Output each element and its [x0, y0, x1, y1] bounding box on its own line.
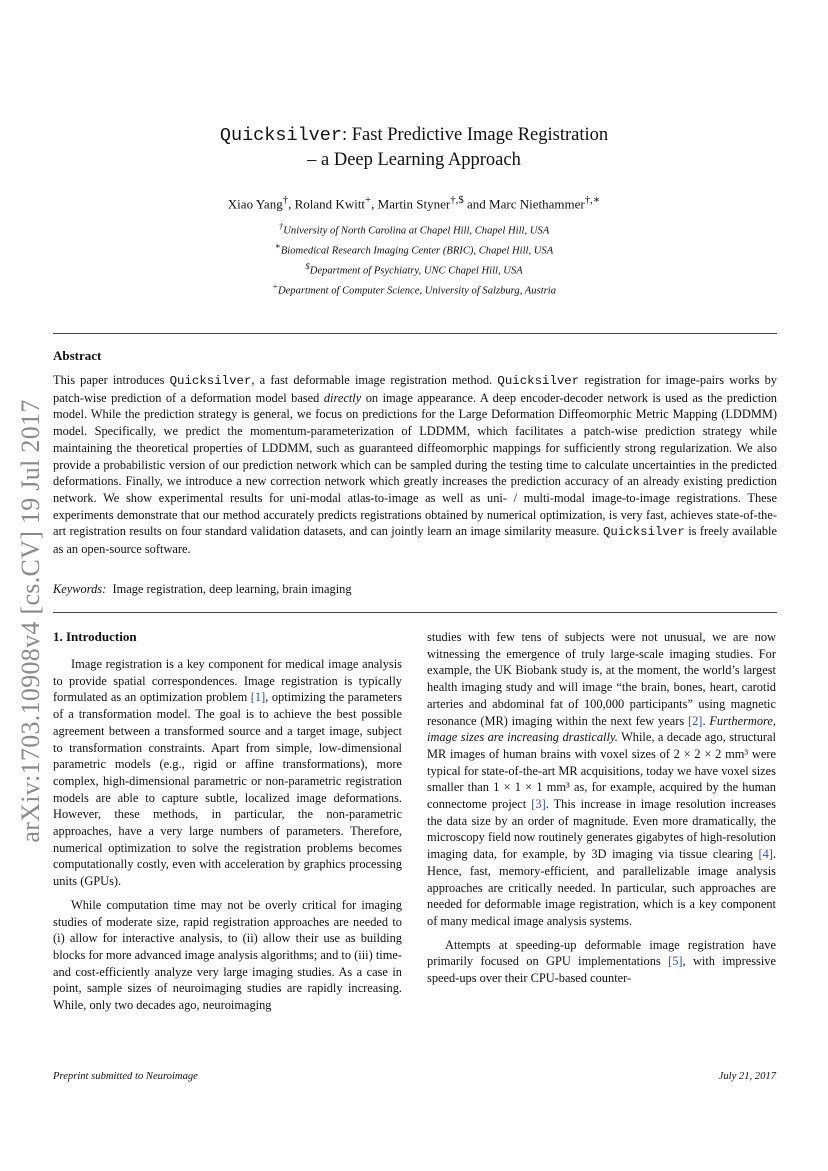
- citation-link[interactable]: [3]: [531, 797, 546, 812]
- bottom-divider: [53, 612, 777, 613]
- software-name: Quicksilver: [169, 374, 252, 388]
- affiliation-mark: $: [305, 261, 310, 272]
- left-column: [53, 656, 402, 1014]
- abstract-text: is freely available as an open-source software.: [53, 524, 777, 557]
- affiliation-text: University of North Carolina at Chapel Hill, Chapel Hill, USA: [283, 225, 550, 237]
- affiliation-mark: ∗: [274, 241, 281, 252]
- author-4: and Marc Niethammer: [463, 196, 585, 212]
- author-list: [0, 193, 828, 212]
- title-line-1: [0, 123, 828, 148]
- keywords: [53, 582, 352, 597]
- body-text: , optimizing the parameters of a transformation model. The goal is to achieve the best possible agreement between a transformed source and a target image, subject to transformation constraints. Apart from simple, low-dimensional parametric models (e.g., rigid or affine transformations), more complex, high-dimensional parametric or non-parametric registration models are able to capture subtle, localized image deformations. However, these methods, in particular, the non-parametric approaches, have a very large numbers of parameters. Therefore, numerical optimization to solve the registration problems becomes computationally costly, even with acceleration by graphics processing units (GPUs).: [53, 690, 402, 889]
- section-heading: 1. Introduction: [53, 629, 137, 644]
- affiliation-text: Biomedical Research Imaging Center (BRIC), Chapel Hill, USA: [280, 245, 554, 257]
- body-text: . Hence, fast, memory-efficient, and parallelizable image analysis approaches are critically needed. In particular, such approaches are needed for deformable image registration, which is a key component of many medical image analysis systems.: [427, 847, 776, 928]
- body-text: Attempts at speeding-up deformable image registration have primarily focused on GPU implementations: [427, 937, 776, 969]
- affiliation: [0, 219, 828, 239]
- affiliation-text: Department of Computer Science, University of Salzburg, Austria: [277, 285, 557, 297]
- body-text: Image registration is a key component for medical image analysis to provide spatial correspondences. Image registration is typically formulated as an optimization problem: [53, 657, 402, 705]
- affiliations: [0, 219, 828, 299]
- body-text: , with impressive speed-ups over their CPU-based counter-: [427, 954, 776, 986]
- keywords-text: Image registration, deep learning, brain imaging: [112, 582, 352, 596]
- author-2: , Roland Kwitt: [288, 196, 366, 212]
- paragraph: [53, 656, 402, 890]
- paragraph: [427, 937, 776, 987]
- citation-link[interactable]: [1]: [250, 690, 266, 705]
- affiliation: [0, 239, 828, 259]
- affiliation: [0, 259, 828, 279]
- emphasis: Furthermore, image sizes are increasing drastically.: [427, 713, 776, 745]
- affiliation: [0, 279, 828, 299]
- author-1-mark: †: [282, 194, 289, 206]
- citation-link[interactable]: [2]: [687, 713, 703, 728]
- body-text: . This increase in image resolution increases the data size by an order of magnitude. Even more dramatically, the microscopy field now routinely generates gigabytes of high-resolution imaging data, for example, by 3D imaging via tissue clearing: [427, 797, 776, 862]
- affiliation-mark: †: [278, 221, 284, 231]
- arxiv-id: arXiv:1703.10908v4 [cs.CV] 19 Jul 2017: [16, 399, 45, 843]
- affiliation-text: Department of Psychiatry, UNC Chapel Hill, USA: [309, 265, 523, 277]
- arxiv-stamp: [16, 376, 46, 866]
- abstract-text: , a fast deformable image registration method.: [251, 373, 498, 387]
- body-text: studies with few tens of subjects were not unusual, we are now witnessing the emergence of truly large-scale imaging studies. For example, the UK Biobank study is, at the moment, the world’s largest health imaging study and will image “the brain, bones, heart, carotid arteries and abdominal fat of 100,000 participants” using magnetic resonance (MR) imaging within the next few years: [427, 630, 776, 728]
- right-column: [427, 629, 776, 987]
- top-divider: [53, 333, 777, 334]
- abstract-text: This paper introduces: [53, 373, 170, 387]
- body-text: .: [702, 713, 710, 728]
- software-name: Quicksilver: [602, 525, 685, 540]
- author-1: Xiao Yang: [227, 196, 283, 212]
- paper-title: [0, 123, 828, 173]
- title-rest: : Fast Predictive Image Registration: [341, 125, 609, 145]
- citation-link[interactable]: [5]: [668, 954, 683, 969]
- paragraph: While computation time may not be overly critical for imaging studies of moderate size, rapid registration approaches are needed to (i) allow for interactive analysis, to (ii) allow their use as building blocks for more advanced image analysis algorithms; and to (iii) time- and cost-efficiently analyze very large imaging studies. As a case in point, sample sizes of neuroimaging studies are rapidly increasing. While, only two decades ago, neuroimaging: [53, 897, 402, 1013]
- citation-link[interactable]: [4]: [758, 847, 773, 862]
- author-4-mark: †,∗: [584, 194, 601, 206]
- abstract-paragraph: [53, 372, 777, 558]
- paragraph: [427, 629, 776, 930]
- software-name: Quicksilver: [497, 374, 580, 388]
- abstract-heading: Abstract: [53, 348, 102, 363]
- footer-right: July 21, 2017: [718, 1071, 776, 1082]
- author-3: , Martin Styner: [371, 196, 451, 212]
- author-2-mark: +: [365, 194, 372, 206]
- author-3-mark: †,$: [450, 194, 464, 206]
- title-line-2: – a Deep Learning Approach: [307, 150, 521, 170]
- abstract-body: [53, 372, 777, 558]
- footer-left: Preprint submitted to Neuroimage: [53, 1071, 198, 1082]
- emphasis: directly: [323, 390, 362, 405]
- title-name: Quicksilver: [219, 125, 342, 146]
- abstract-text: on image appearance. A deep encoder-decoder network is used as the prediction model. While the prediction strategy is general, we focus on predictions for the Large Deformation Diffeomorphic Metric Mapping (LDDMM) model. Specifically, we predict the momentum-parameterization of LDDMM, which facilitates a patch-wise prediction strategy while maintaining the theoretical properties of LDDMM, such as guaranteed diffeomorphic mappings for sufficiently strong regularization. We also provide a probabilistic version of our prediction network which can be sampled during the testing time to calculate uncertainties in the predicted deformations. Finally, we introduce a new correction network which greatly increases the prediction accuracy of an already existing prediction network. We show experimental results for uni-modal atlas-to-image as well as uni- / multi-modal image-to-image registrations. These experiments demonstrate that our method accurately predicts registrations obtained by numerical optimization, is very fast, achieves state-of-the-art registration results on four standard validation datasets, and can jointly learn an image similarity measure.: [53, 390, 777, 539]
- body-text: While, a decade ago, structural MR images of human brains with voxel sizes of 2 × 2 × 2 mm³ were typical for state-of-the-art MR acquisitions, today we have voxel sizes smaller than 1 × 1 × 1 mm³ as, for example, acquired by the human connectome project: [427, 730, 776, 812]
- keywords-label: Keywords:: [53, 582, 107, 596]
- abstract-text: registration for image-pairs works by patch-wise prediction of a deformation model based: [53, 373, 778, 405]
- affiliation-mark: +: [271, 281, 278, 292]
